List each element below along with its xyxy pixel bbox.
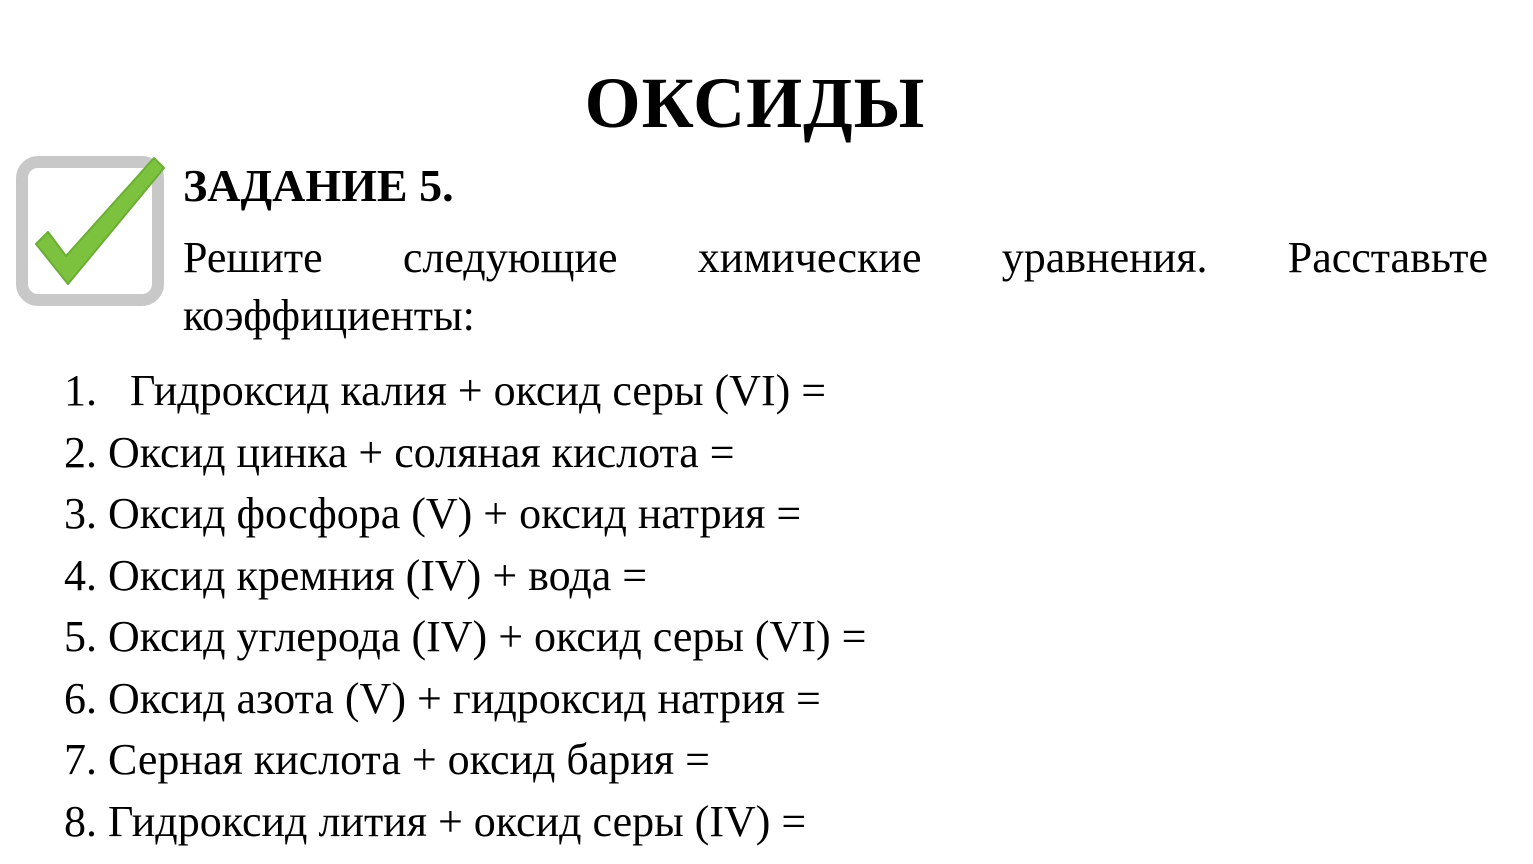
equation-item (64, 606, 866, 668)
equation-list (64, 360, 866, 852)
equation-text: Оксид кремния (IV) + вода = (108, 550, 648, 600)
equation-text: Оксид углерода (IV) + оксид серы (VI) = (108, 612, 867, 661)
equation-number: 4. (64, 550, 97, 600)
task-instruction: Решите следующие химические уравнения. Расставьте коэффициенты: (183, 233, 1488, 340)
page-title: ОКСИДЫ (584, 63, 926, 143)
equation-number: 6. (64, 673, 97, 723)
equation-item (64, 545, 866, 607)
equation-number: 8. (64, 796, 97, 846)
equation-item (64, 729, 866, 791)
equation-text: Гидроксид калия + оксид серы (VI) = (130, 366, 827, 415)
checkmark-icon (14, 152, 170, 310)
equation-number: 1. (64, 366, 97, 415)
equation-text: Оксид азота (V) + гидроксид натрия = (108, 673, 821, 723)
equation-number: 3. (64, 489, 97, 538)
equation-number: 7. (64, 735, 97, 784)
task-heading: ЗАДАНИЕ 5. (183, 160, 454, 211)
equation-item (64, 360, 866, 422)
equation-text: Оксид цинка + соляная кислота = (108, 427, 735, 477)
equation-text: Гидроксид лития + оксид серы (IV) = (108, 796, 807, 846)
equation-item (64, 422, 866, 484)
equation-item (64, 483, 866, 545)
equation-number: 5. (64, 612, 97, 661)
equation-item (64, 791, 866, 853)
equation-text: Оксид фосфора (V) + оксид натрия = (108, 489, 802, 538)
equation-number: 2. (64, 427, 97, 477)
equation-text: Серная кислота + оксид бария = (108, 735, 710, 784)
equation-item (64, 668, 866, 730)
